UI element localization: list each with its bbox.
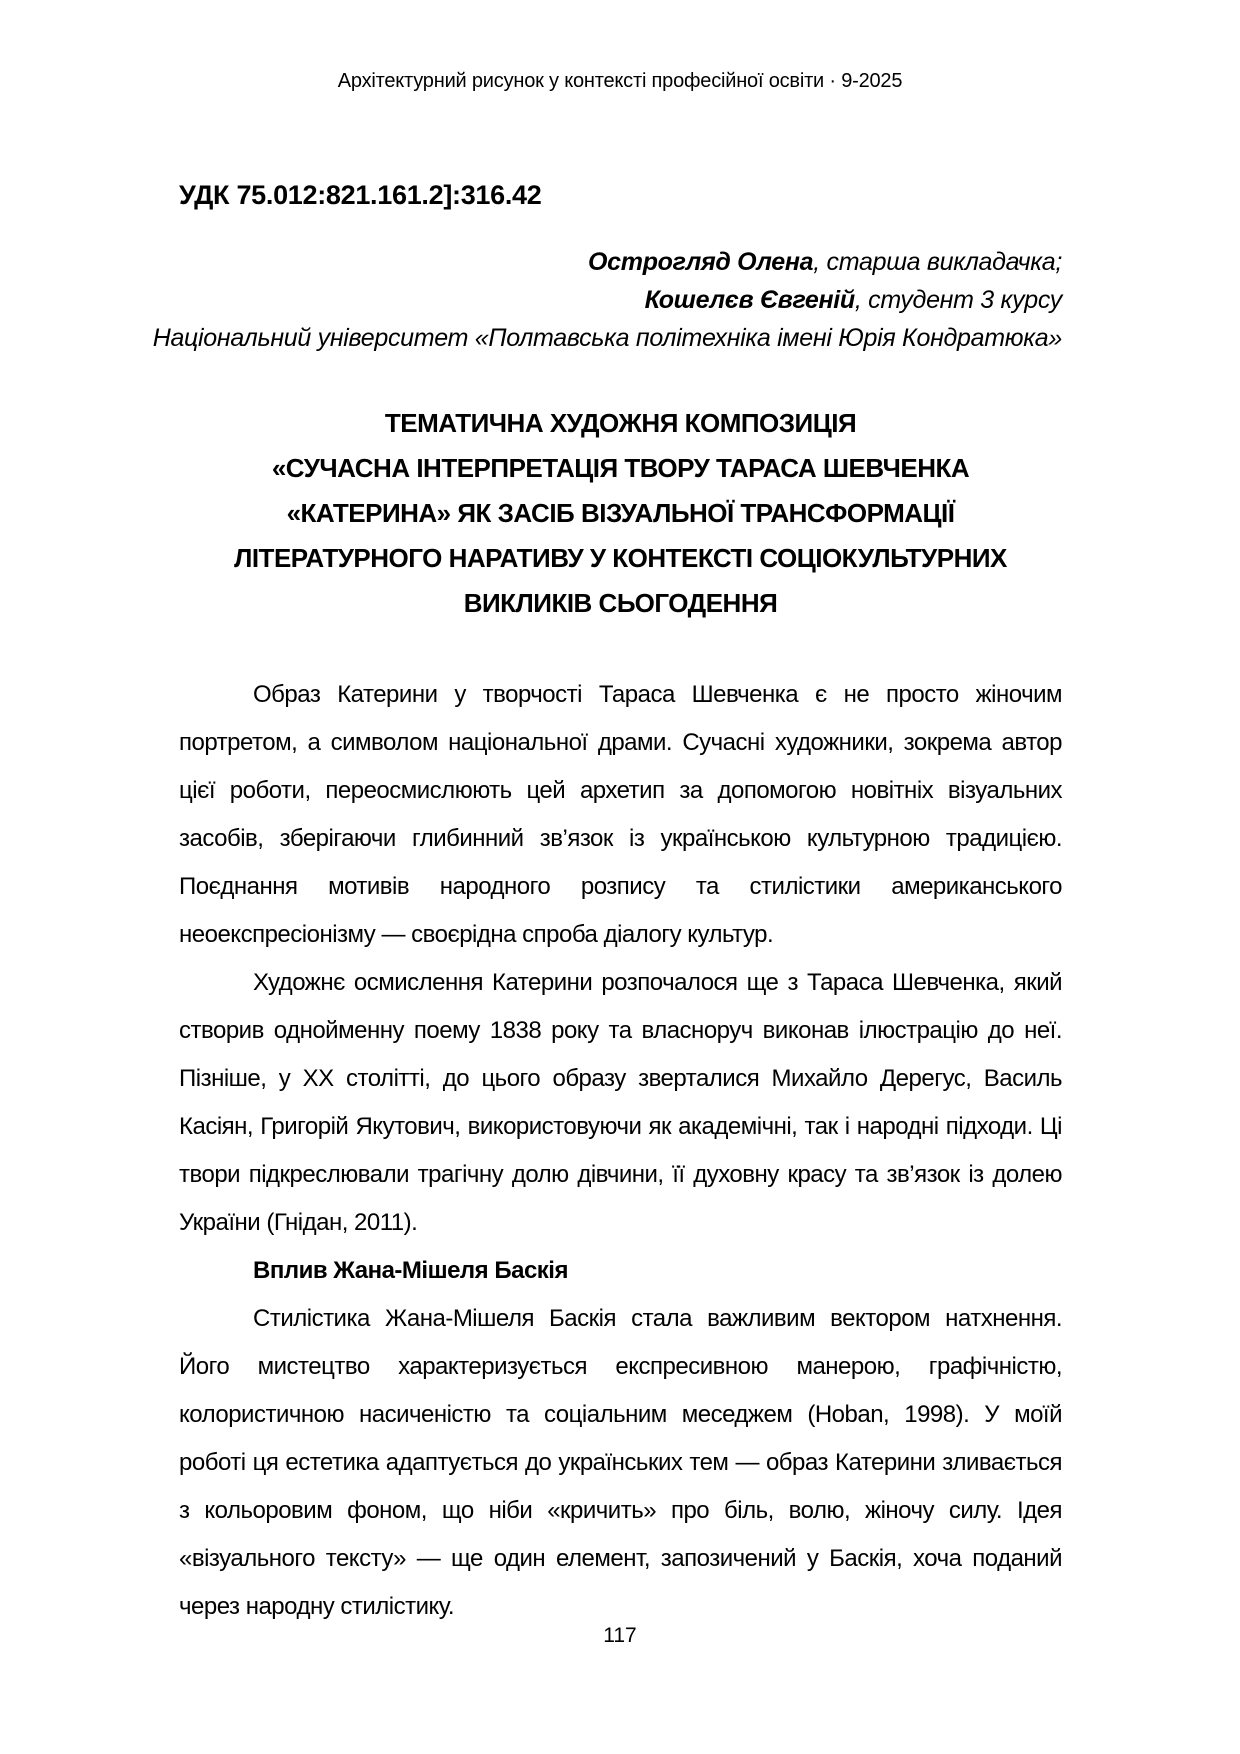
authors-block bbox=[153, 243, 1062, 357]
article-title-line-1: ТЕМАТИЧНА ХУДОЖНЯ КОМПОЗИЦІЯ bbox=[384, 408, 857, 438]
author-line-2 bbox=[153, 281, 1062, 319]
article-title-line-3: «КАТЕРИНА» ЯК ЗАСІБ ВІЗУАЛЬНОЇ ТРАНСФОРМАЦІЇ bbox=[286, 498, 955, 528]
article-title bbox=[179, 401, 1062, 626]
page-number: 117 bbox=[603, 1624, 637, 1647]
udc-code: УДК 75.012:821.161.2]:316.42 bbox=[179, 180, 542, 210]
article-title-line-5: ВИКЛИКІВ СЬОГОДЕННЯ bbox=[463, 588, 778, 618]
paragraph-2: Художнє осмислення Катерини розпочалося ще з Тараса Шевченка, який створив однойменну поему 1838 року та власноруч виконав ілюстрацію до неї. Пізніше, у XX столітті, до цього образу зверталися Михайло Дерегус, Василь Касіян, Григорій Якутович, використовуючи як академічні, так і народні підходи. Ці твори підкреслювали трагічну долю дівчини, її духовну красу та зв’язок із долею України (Гнідан, 2011). bbox=[179, 969, 1062, 1236]
author-1-name: Острогляд Олена bbox=[588, 248, 814, 276]
author-2-role: , студент 3 курсу bbox=[854, 286, 1062, 314]
article-title-line-2: «СУЧАСНА ІНТЕРПРЕТАЦІЯ ТВОРУ ТАРАСА ШЕВЧЕНКА bbox=[271, 453, 970, 483]
section-subheading: Вплив Жана-Мішеля Баскія bbox=[253, 1257, 568, 1284]
paragraph-1: Образ Катерини у творчості Тараса Шевченка є не просто жіночим портретом, а символом національної драми. Сучасні художники, зокрема автор цієї роботи, переосмислюють цей архетип за допомогою новітніх візуальних засобів, зберігаючи глибинний зв’язок із українською культурною традицією. Поєднання мотивів народного розпису та стилістики американського неоекспресіонізму — своєрідна спроба діалогу культур. bbox=[179, 681, 1062, 948]
author-2-name: Кошелєв Євгеній bbox=[644, 286, 855, 314]
article-title-line-4: ЛІТЕРАТУРНОГО НАРАТИВУ У КОНТЕКСТІ СОЦІОКУЛЬТУРНИХ bbox=[234, 543, 1007, 573]
author-1-role: , старша викладачка; bbox=[813, 248, 1062, 276]
paragraph-3: Стилістика Жана-Мішеля Баскія стала важливим вектором натхнення. Його мистецтво характеризується експресивною манерою, графічністю, колористичною насиченістю та соціальним меседжем (Hoban, 1998). У моїй роботі ця естетика адаптується до українських тем — образ Катерини зливається з кольоровим фоном, що ніби «кричить» про біль, волю, жіночу силу. Ідея «візуального тексту» — ще один елемент, запозичений у Баскія, хоча поданий через народну стилістику. bbox=[179, 1305, 1062, 1620]
running-header: Архітектурний рисунок у контексті професійної освіти · 9-2025 bbox=[337, 70, 903, 92]
article-body bbox=[179, 671, 1062, 1631]
author-line-1 bbox=[153, 243, 1062, 281]
affiliation: Національний університет «Полтавська політехніка імені Юрія Кондратюка» bbox=[152, 324, 1062, 352]
